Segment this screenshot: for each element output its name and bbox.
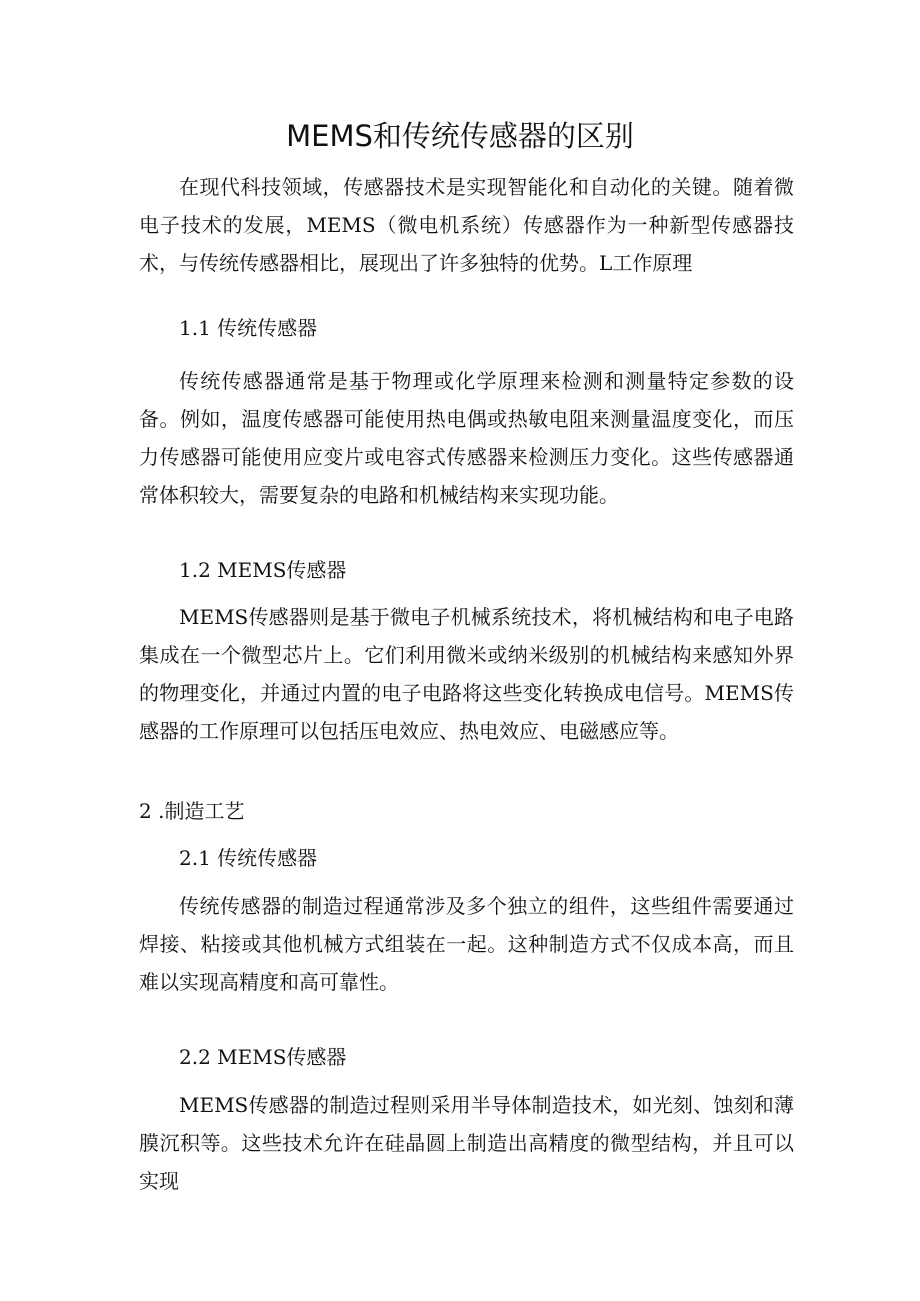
section-2-2-heading: 2.2 MEMS传感器 (179, 1045, 347, 1069)
section-2-1-paragraph: 传统传感器的制造过程通常涉及多个独立的组件，这些组件需要通过焊接、粘接或其他机械方式组装在一起。这种制造方式不仅成本高，而且难以实现高精度和高可靠性。 (139, 894, 794, 994)
section-1-2-heading: 1.2 MEMS传感器 (179, 558, 347, 582)
section-2-1-heading: 2.1 传统传感器 (179, 846, 318, 870)
section-1-2-paragraph: MEMS传感器则是基于微电子机械系统技术，将机械结构和电子电路集成在一个微型芯片上。它们利用微米或纳米级别的机械结构来感知外界的物理变化，并通过内置的电子电路将这些变化转换成电信号。MEMS传感器的工作原理可以包括压电效应、热电效应、电磁感应等。 (139, 605, 794, 743)
section-1-1-heading: 1.1 传统传感器 (179, 316, 318, 340)
section-1-1-paragraph: 传统传感器通常是基于物理或化学原理来检测和测量特定参数的设备。例如，温度传感器可能使用热电偶或热敏电阻来测量温度变化，而压力传感器可能使用应变片或电容式传感器来检测压力变化。这些传感器通常体积较大，需要复杂的电路和机械结构来实现功能。 (139, 369, 794, 507)
document-title: MEMS和传统传感器的区别 (286, 119, 634, 153)
section-2-heading: 2 .制造工艺 (139, 799, 245, 823)
intro-paragraph: 在现代科技领域，传感器技术是实现智能化和自动化的关键。随着微电子技术的发展，MEMS（微电机系统）传感器作为一种新型传感器技术，与传统传感器相比，展现出了许多独特的优势。L工作原理 (139, 175, 794, 275)
section-2-2-paragraph: MEMS传感器的制造过程则采用半导体制造技术，如光刻、蚀刻和薄膜沉积等。这些技术允许在硅晶圆上制造出高精度的微型结构，并且可以实现 (139, 1093, 794, 1193)
